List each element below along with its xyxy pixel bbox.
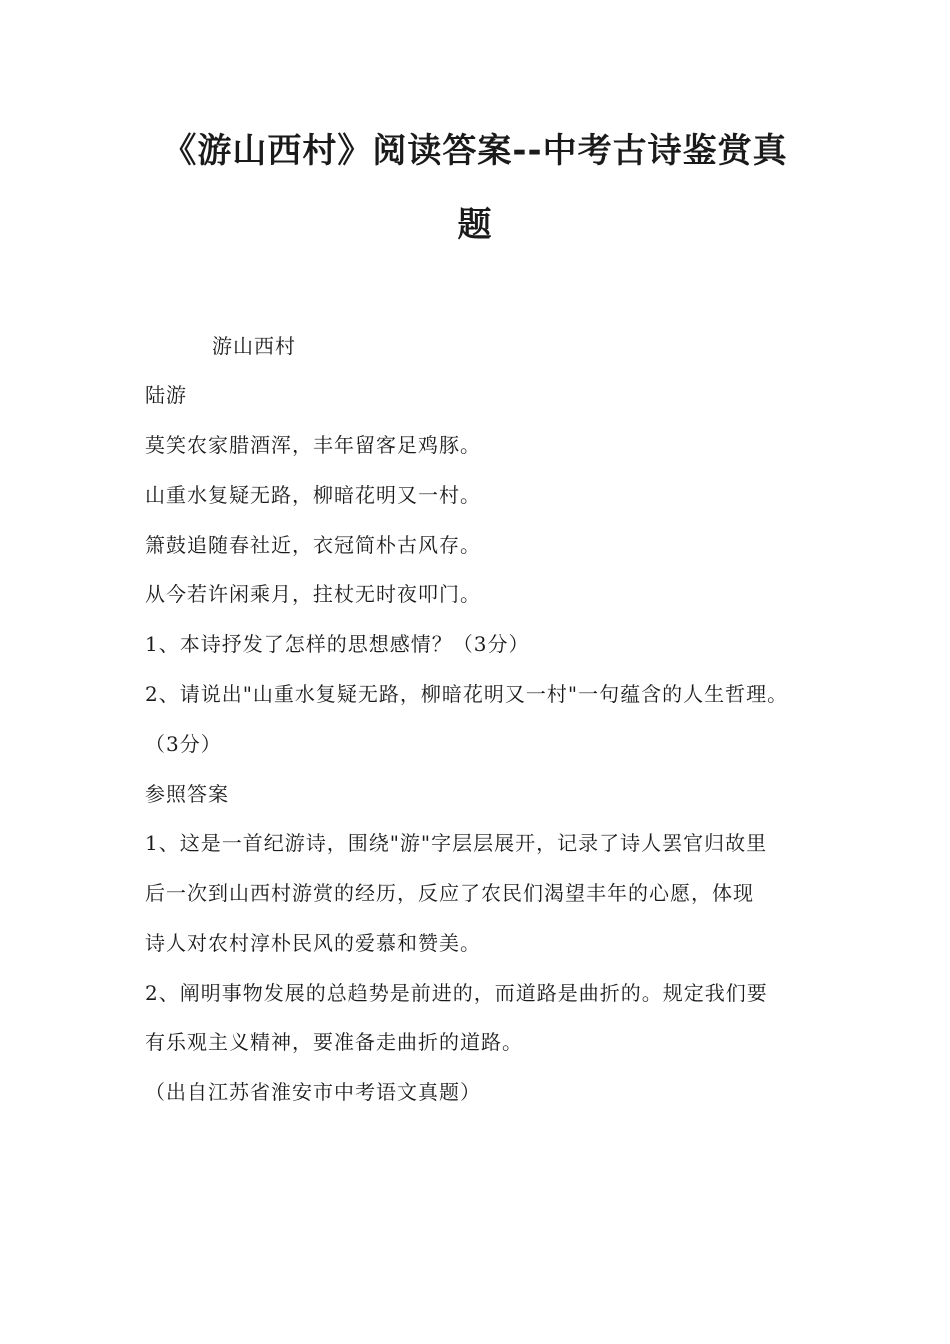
poem-line: 箫鼓追随春社近，衣冠简朴古风存。 — [145, 533, 481, 557]
question-2: 2、请说出"山重水复疑无路，柳暗花明又一村"一句蕴含的人生哲理。 — [145, 682, 789, 706]
poem-author: 陆游 — [145, 383, 187, 407]
poem-line: 山重水复疑无路，柳暗花明又一村。 — [145, 483, 481, 507]
answer-line: 2、阐明事物发展的总趋势是前进的，而道路是曲折的。规定我们要 — [145, 981, 768, 1005]
answers-heading: 参照答案 — [145, 782, 229, 806]
title-line-1: 《游山西村》阅读答案--中考古诗鉴赏真 — [162, 131, 788, 171]
question-1: 1、本诗抒发了怎样的思想感情？（3分） — [145, 632, 530, 656]
answer-line: 后一次到山西村游赏的经历，反应了农民们渴望丰年的心愿，体现 — [145, 881, 754, 905]
poem-line: 莫笑农家腊酒浑，丰年留客足鸡豚。 — [145, 433, 481, 457]
answer-line: 有乐观主义精神，要准备走曲折的道路。 — [145, 1030, 523, 1054]
poem-title: 游山西村 — [212, 334, 296, 358]
answer-line: 1、这是一首纪游诗，围绕"游"字层层展开，记录了诗人罢官归故里 — [145, 831, 768, 855]
title-line-2: 题 — [457, 205, 493, 245]
poem-line: 从今若许闲乘月，拄杖无时夜叩门。 — [145, 582, 481, 606]
question-2-score: （3分） — [145, 732, 222, 756]
source-note: （出自江苏省淮安市中考语文真题） — [145, 1080, 481, 1104]
answer-line: 诗人对农村淳朴民风的爱慕和赞美。 — [145, 931, 481, 955]
